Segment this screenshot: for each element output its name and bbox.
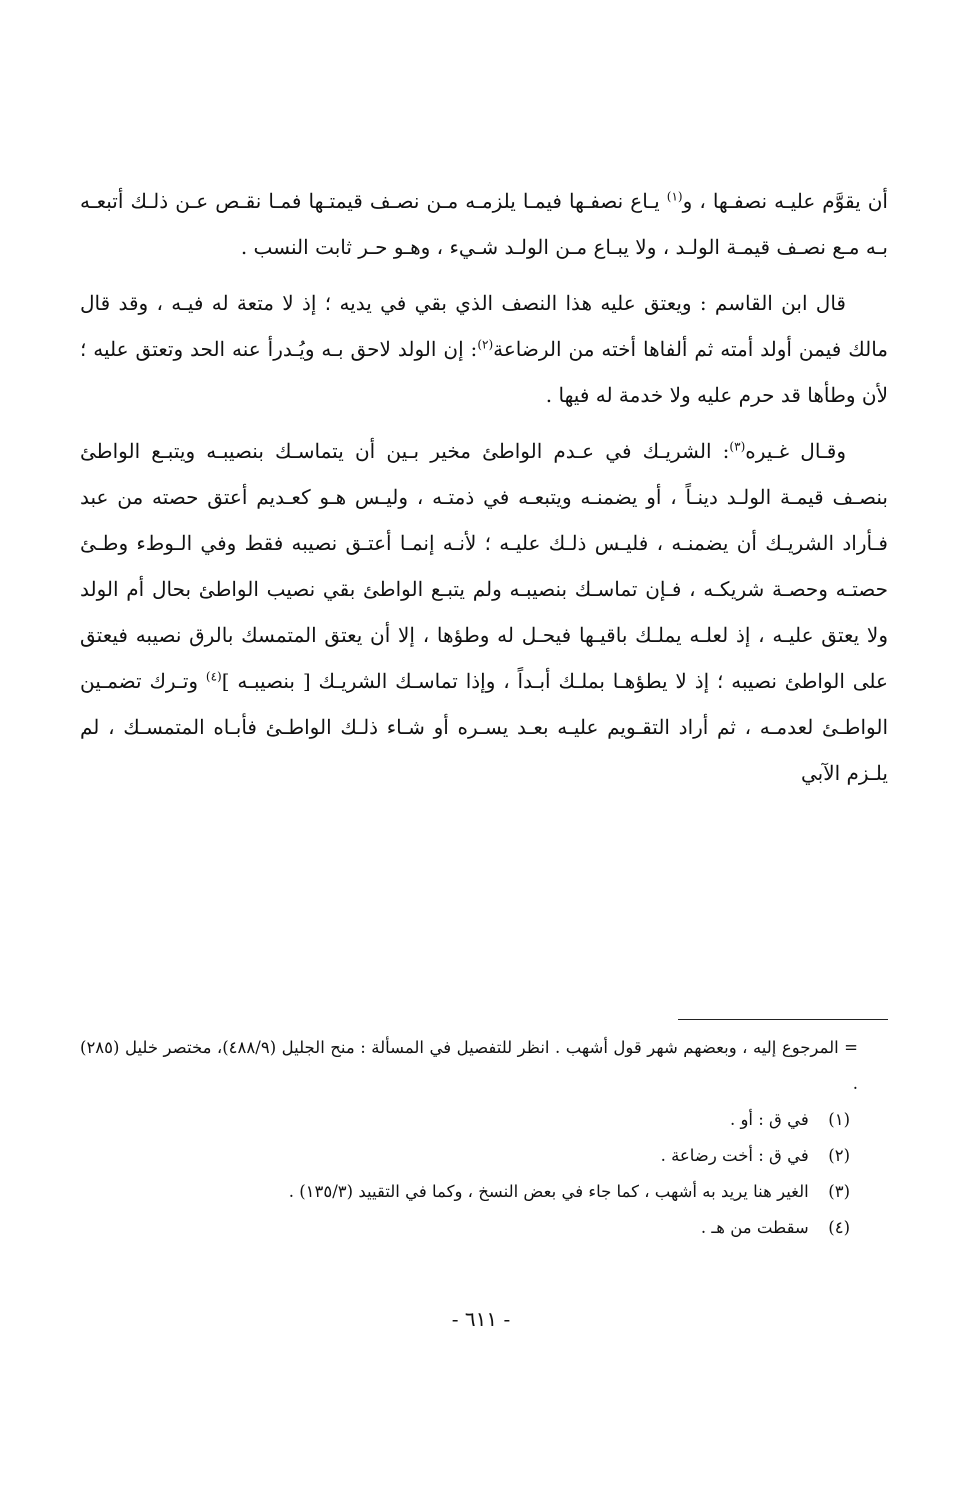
text-run: : الشريـك في عـدم الواطئ مخير بـين أن يتماسـك بنصيبـه ويتبـع الواطئ بنصـف قيمـة الولـد دينـاً ، أو يضمنـه ويتبعـه في ذمتـه ، وليـس هـو كعـديم أعتق حصته من عبد فـأراد الشريـك أن يضمنـه ، فليـس ذلـك عليـه ؛ لأنـه إنمـا أعتـق نصيبه فقط وفي الـوطء وطـئ حصتـه وحصـة شريكـه ، فـإن تماسـك بنصيبـه ولم يتبـع الواطئ بقي نصيب الواطئ بحال أم الولد ولا يعتق عليـه ، إذ لعلـه يملـك باقيـها فيحـل له وطؤها ، إلا أن يعتق المتمسك بالرق نصيبه فيعتق على الواطئ نصيبه ؛ إذ لا يطؤهـا بملـك أبـداً ، وإذا تماسـك الشريـك [ بنصيبـه ] <box>80 439 888 693</box>
text-run: : إن الولد لاحق بـه ويُـدرأ عنه الحد وتعتق عليه ؛ لأن وطأها قد حرم عليه ولا خدمة له فيها . <box>80 337 888 407</box>
paragraph-3 <box>80 428 888 796</box>
text-run: يـاع نصفـها فيمـا يلزمـه مـن نصـف قيمتـها فمـا نقـص عـن ذلـك أتبعـه بـه مـع نصـف قيمـة الولـد ، ولا يبـاع مـن الولـد شـيء ، وهـو حـر ثابت النسب . <box>80 189 888 259</box>
text-run: أن يقوَّم عليـه نصفـها ، و <box>682 189 888 213</box>
text-run: وقـال غـيره <box>745 439 846 463</box>
main-text <box>80 178 888 806</box>
footnote-reference: (٤) <box>205 669 222 684</box>
footnote-text: الغير هنا يريد به أشهب ، كما جاء في بعض النسخ ، وكما في التقييد (١٣٥/٣) . <box>288 1182 809 1201</box>
footnote-reference: (١) <box>666 189 683 204</box>
footnote-number: (٢) <box>828 1146 850 1165</box>
footnote-text: سقطت من هـ . <box>700 1218 809 1237</box>
text-run: قال ابن القاسم : ويعتق عليه هذا النصف الذي بقي في يديه ؛ إذ لا متعة له فيـه ، وقد قال مالك فيمن أولد أمته ثم ألفاها أخته من الرضاعة <box>80 291 888 361</box>
footnote-reference: (٣) <box>729 439 746 454</box>
footnote-text: في ق : أو . <box>729 1110 809 1129</box>
footnote-text: في ق : أخت رضاعة . <box>660 1146 809 1165</box>
text-run: وتـرك تضمـين الواطـئ لعدمـه ، ثم أراد التقـويم عليـه بعـد يسـره أو شـاء ذلـك الواطـئ فأبـاه المتمسـك ، لم يلـزم الآبي <box>80 669 888 785</box>
footnote-number: (٣) <box>828 1182 850 1201</box>
footnote-2 <box>80 1138 888 1174</box>
footnote-separator <box>678 1019 888 1020</box>
paragraph-2 <box>80 280 888 418</box>
paragraph-1 <box>80 178 888 270</box>
footnote-continuation: = المرجوع إليه ، وبعضهم شهر قول أشهب . انظر للتفصيل في المسألة : منح الجليل (٤٨٨/٩)، مختصر خليل (٢٨٥) . <box>80 1038 858 1093</box>
footnote-number: (٤) <box>828 1218 850 1237</box>
footnote-reference: (٢) <box>477 337 494 352</box>
footnote-3 <box>80 1174 888 1210</box>
footnote-4 <box>80 1210 888 1246</box>
footnotes <box>80 1030 888 1246</box>
footnote-1 <box>80 1102 888 1138</box>
page-number: - ٦١١ - <box>451 1307 511 1331</box>
footnote-number: (١) <box>828 1110 850 1129</box>
